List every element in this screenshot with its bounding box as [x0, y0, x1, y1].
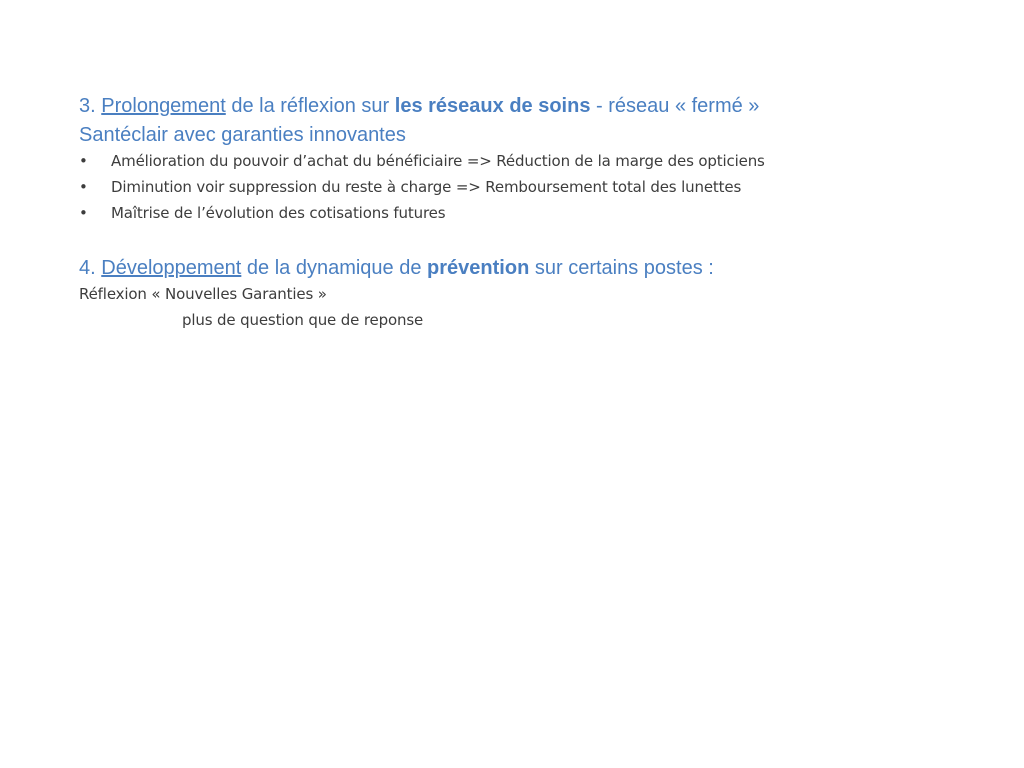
section3-text-b: - réseau « fermé » [596, 95, 760, 117]
section4-line3: plus de question que de reponse [182, 311, 424, 329]
section4-link[interactable]: Développement [101, 257, 242, 279]
bullet-text: Amélioration du pouvoir d’achat du bénéficiaire => Réduction de la marge des opticiens [111, 152, 765, 170]
section4-number: 4. [79, 257, 96, 279]
section4-emphasis: prévention [427, 257, 530, 279]
section4-text-b: sur certains postes : [534, 257, 714, 279]
section3-text-a: de la réflexion sur [231, 95, 390, 117]
bullet-icon: • [79, 152, 88, 170]
bullet-icon: • [79, 204, 88, 222]
bullet-icon: • [79, 178, 88, 196]
section4-line2: Réflexion « Nouvelles Garanties » [79, 285, 327, 303]
section3-number: 3. [79, 95, 96, 117]
section3-subheading: Santéclair avec garanties innovantes [79, 124, 406, 146]
section3-heading [79, 94, 759, 118]
bullet-text: Diminution voir suppression du reste à charge => Remboursement total des lunettes [111, 178, 742, 196]
bullet-text: Maîtrise de l’évolution des cotisations futures [111, 204, 446, 222]
section3-emphasis: les réseaux de soins [394, 95, 591, 117]
section3-link[interactable]: Prolongement [101, 95, 226, 117]
section4-heading [79, 256, 714, 280]
section4-text-a: de la dynamique de [246, 257, 422, 279]
